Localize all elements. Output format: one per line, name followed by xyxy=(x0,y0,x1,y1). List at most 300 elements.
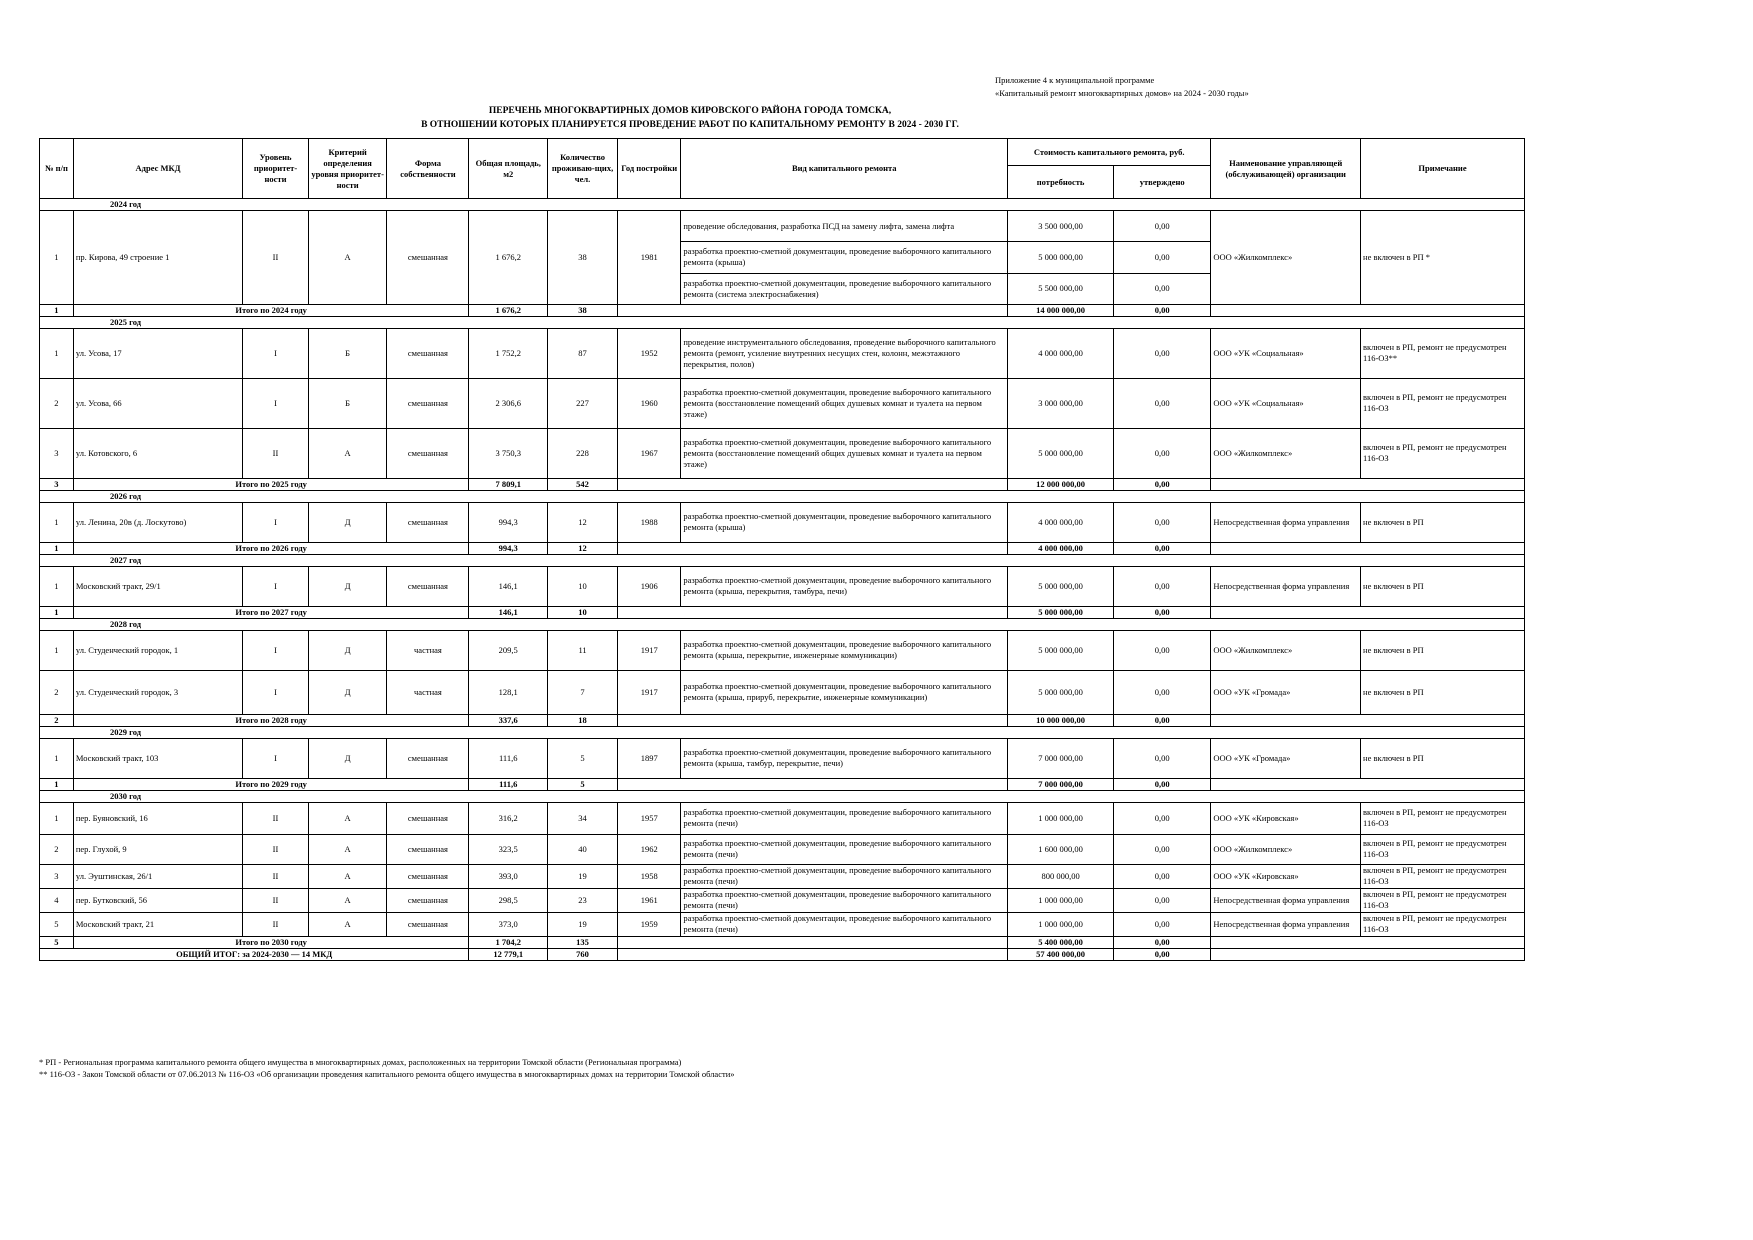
row-area: 146,1 xyxy=(469,566,548,606)
row-repair-type: разработка проектно-сметной документации, проведение выборочного капитального ремонта (крыша, перекрытие, инженерные коммуникации) xyxy=(681,630,1008,670)
year-label: 2030 год xyxy=(40,790,1525,802)
total-label: Итого по 2026 году xyxy=(73,542,469,554)
header-address: Адрес МКД xyxy=(73,139,242,199)
row-criterion: Д xyxy=(308,566,387,606)
total-empty xyxy=(618,304,1008,316)
header-org: Наименование управляющей (обслуживающей) организации xyxy=(1211,139,1361,199)
title-line-2: В ОТНОШЕНИИ КОТОРЫХ ПЛАНИРУЕТСЯ ПРОВЕДЕНИЕ РАБОТ ПО КАПИТАЛЬНОМУ РЕМОНТУ В 2024 - 2030 ГГ. xyxy=(421,120,959,130)
year-total-row xyxy=(40,714,1525,726)
row-ownership: смешанная xyxy=(387,428,469,478)
total-empty xyxy=(618,542,1008,554)
row-note: не включен в РП xyxy=(1361,670,1525,714)
year-total-row xyxy=(40,542,1525,554)
row-area: 1 676,2 xyxy=(469,211,548,305)
row-priority: I xyxy=(243,630,309,670)
row-area: 323,5 xyxy=(469,834,548,864)
row-need: 1 000 000,00 xyxy=(1008,802,1114,834)
row-approved: 0,00 xyxy=(1114,211,1211,242)
row-need: 1 600 000,00 xyxy=(1008,834,1114,864)
row-year-built: 1906 xyxy=(618,566,681,606)
row-repair-type: разработка проектно-сметной документации, проведение выборочного капитального ремонта (печи) xyxy=(681,888,1008,912)
header-approved: утверждено xyxy=(1114,166,1211,199)
grand-total-row xyxy=(40,948,1525,960)
row-criterion: А xyxy=(308,888,387,912)
row-approved: 0,00 xyxy=(1114,328,1211,378)
total-empty xyxy=(1211,778,1525,790)
row-repair-type: проведение инструментального обследования, проведение выборочного капитального ремонта (ремонт, усиление внутренних несущих стен, колонн, межэтажного перекрытия, полов) xyxy=(681,328,1008,378)
row-year-built: 1917 xyxy=(618,670,681,714)
row-repair-type: разработка проектно-сметной документации, проведение выборочного капитального ремонта (печи) xyxy=(681,912,1008,936)
year-total-row xyxy=(40,304,1525,316)
row-priority: I xyxy=(243,738,309,778)
row-number: 5 xyxy=(40,912,74,936)
row-note: не включен в РП xyxy=(1361,630,1525,670)
year-total-row xyxy=(40,936,1525,948)
total-empty xyxy=(618,478,1008,490)
row-repair-type: проведение обследования, разработка ПСД на замену лифта, замена лифта xyxy=(681,211,1008,242)
row-need: 800 000,00 xyxy=(1008,864,1114,888)
row-criterion: А xyxy=(308,864,387,888)
table-row xyxy=(40,502,1525,542)
header-residents: Количество проживаю-щих, чел. xyxy=(548,139,618,199)
row-number: 1 xyxy=(40,328,74,378)
header-repair-type: Вид капитального ремонта xyxy=(681,139,1008,199)
row-priority: I xyxy=(243,502,309,542)
row-org: ООО «Жилкомплекс» xyxy=(1211,211,1361,305)
footnote-1: * РП - Региональная программа капитального ремонта общего имущества в многоквартирных домах, расположенных на территории Томской области (Региональная программа) xyxy=(39,1057,682,1067)
year-row xyxy=(40,618,1525,630)
row-address: ул. Усова, 66 xyxy=(73,378,242,428)
row-priority: II xyxy=(243,211,309,305)
row-ownership: смешанная xyxy=(387,502,469,542)
row-repair-type: разработка проектно-сметной документации, проведение выборочного капитального ремонта (крыша) xyxy=(681,502,1008,542)
year-row xyxy=(40,790,1525,802)
row-area: 128,1 xyxy=(469,670,548,714)
row-address: пер. Буяновский, 16 xyxy=(73,802,242,834)
row-repair-type: разработка проектно-сметной документации, проведение выборочного капитального ремонта (печи) xyxy=(681,802,1008,834)
row-approved: 0,00 xyxy=(1114,834,1211,864)
row-area: 1 752,2 xyxy=(469,328,548,378)
appendix-line-2: «Капитальный ремонт многоквартирных домов» на 2024 - 2030 годы» xyxy=(995,88,1249,98)
document-title xyxy=(380,104,1000,132)
total-label: Итого по 2030 году xyxy=(73,936,469,948)
row-note: включен в РП, ремонт не предусмотрен 116-ОЗ** xyxy=(1361,328,1525,378)
table-row xyxy=(40,428,1525,478)
row-priority: I xyxy=(243,566,309,606)
row-need: 5 000 000,00 xyxy=(1008,670,1114,714)
total-area: 994,3 xyxy=(469,542,548,554)
total-residents: 135 xyxy=(548,936,618,948)
row-ownership: частная xyxy=(387,630,469,670)
grand-total-label: ОБЩИЙ ИТОГ: за 2024-2030 — 14 МКД xyxy=(40,948,469,960)
year-total-row xyxy=(40,478,1525,490)
row-priority: II xyxy=(243,888,309,912)
total-label: Итого по 2027 году xyxy=(73,606,469,618)
total-need: 5 400 000,00 xyxy=(1008,936,1114,948)
row-need: 7 000 000,00 xyxy=(1008,738,1114,778)
total-area: 337,6 xyxy=(469,714,548,726)
row-criterion: А xyxy=(308,834,387,864)
year-total-row xyxy=(40,606,1525,618)
row-org: ООО «УК «Кировская» xyxy=(1211,864,1361,888)
row-need: 5 500 000,00 xyxy=(1008,273,1114,304)
total-count: 1 xyxy=(40,606,74,618)
row-approved: 0,00 xyxy=(1114,502,1211,542)
row-approved: 0,00 xyxy=(1114,566,1211,606)
header-priority: Уровень приоритет-ности xyxy=(243,139,309,199)
row-criterion: Д xyxy=(308,502,387,542)
grand-total-area: 12 779,1 xyxy=(469,948,548,960)
row-approved: 0,00 xyxy=(1114,888,1211,912)
table-row xyxy=(40,328,1525,378)
row-org: ООО «УК «Кировская» xyxy=(1211,802,1361,834)
row-ownership: частная xyxy=(387,670,469,714)
row-org: ООО «Жилкомплекс» xyxy=(1211,834,1361,864)
row-residents: 11 xyxy=(548,630,618,670)
header-area: Общая площадь, м2 xyxy=(469,139,548,199)
row-residents: 227 xyxy=(548,378,618,428)
appendix-note xyxy=(995,74,1249,100)
row-number: 1 xyxy=(40,802,74,834)
row-ownership: смешанная xyxy=(387,888,469,912)
total-count: 1 xyxy=(40,542,74,554)
total-approved: 0,00 xyxy=(1114,778,1211,790)
year-row xyxy=(40,554,1525,566)
row-note: не включен в РП xyxy=(1361,566,1525,606)
year-row xyxy=(40,726,1525,738)
row-repair-type: разработка проектно-сметной документации, проведение выборочного капитального ремонта (восстановление помещений общих душевых комнат и туалета на первом этаже) xyxy=(681,378,1008,428)
row-org: ООО «УК «Громада» xyxy=(1211,738,1361,778)
row-need: 3 000 000,00 xyxy=(1008,378,1114,428)
row-area: 2 306,6 xyxy=(469,378,548,428)
row-number: 1 xyxy=(40,211,74,305)
row-need: 4 000 000,00 xyxy=(1008,502,1114,542)
row-year-built: 1917 xyxy=(618,630,681,670)
row-org: Непосредственная форма управления xyxy=(1211,912,1361,936)
row-repair-type: разработка проектно-сметной документации, проведение выборочного капитального ремонта (крыша, тамбур, перекрытие, печи) xyxy=(681,738,1008,778)
total-area: 111,6 xyxy=(469,778,548,790)
row-residents: 34 xyxy=(548,802,618,834)
table-row xyxy=(40,378,1525,428)
total-empty xyxy=(1211,714,1525,726)
total-empty xyxy=(618,778,1008,790)
row-year-built: 1957 xyxy=(618,802,681,834)
row-need: 5 000 000,00 xyxy=(1008,428,1114,478)
row-org: ООО «Жилкомплекс» xyxy=(1211,428,1361,478)
row-org: ООО «УК «Громада» xyxy=(1211,670,1361,714)
row-residents: 23 xyxy=(548,888,618,912)
total-empty xyxy=(1211,936,1525,948)
row-criterion: Б xyxy=(308,328,387,378)
table-row xyxy=(40,566,1525,606)
row-area: 994,3 xyxy=(469,502,548,542)
row-need: 4 000 000,00 xyxy=(1008,328,1114,378)
row-priority: II xyxy=(243,834,309,864)
row-need: 3 500 000,00 xyxy=(1008,211,1114,242)
row-address: пр. Кирова, 49 строение 1 xyxy=(73,211,242,305)
table-row xyxy=(40,834,1525,864)
row-repair-type: разработка проектно-сметной документации, проведение выборочного капитального ремонта (печи) xyxy=(681,864,1008,888)
total-need: 5 000 000,00 xyxy=(1008,606,1114,618)
row-year-built: 1958 xyxy=(618,864,681,888)
row-note: включен в РП, ремонт не предусмотрен 116-ОЗ xyxy=(1361,888,1525,912)
row-criterion: Д xyxy=(308,670,387,714)
row-repair-type: разработка проектно-сметной документации, проведение выборочного капитального ремонта (печи) xyxy=(681,834,1008,864)
row-need: 5 000 000,00 xyxy=(1008,566,1114,606)
header-need: потребность xyxy=(1008,166,1114,199)
row-repair-type: разработка проектно-сметной документации, проведение выборочного капитального ремонта (система электроснабжения) xyxy=(681,273,1008,304)
header-year-built: Год постройки xyxy=(618,139,681,199)
row-residents: 7 xyxy=(548,670,618,714)
row-address: пер. Бутковский, 56 xyxy=(73,888,242,912)
row-address: ул. Котовского, 6 xyxy=(73,428,242,478)
header-cost: Стоимость капитального ремонта, руб. xyxy=(1008,139,1211,166)
total-area: 146,1 xyxy=(469,606,548,618)
row-approved: 0,00 xyxy=(1114,864,1211,888)
total-label: Итого по 2029 году xyxy=(73,778,469,790)
row-residents: 38 xyxy=(548,211,618,305)
total-empty xyxy=(618,936,1008,948)
row-org: Непосредственная форма управления xyxy=(1211,888,1361,912)
row-org: Непосредственная форма управления xyxy=(1211,502,1361,542)
total-empty xyxy=(1211,304,1525,316)
table-row xyxy=(40,888,1525,912)
year-label: 2029 год xyxy=(40,726,1525,738)
row-number: 3 xyxy=(40,428,74,478)
header-ownership: Форма собственности xyxy=(387,139,469,199)
row-repair-type: разработка проектно-сметной документации, проведение выборочного капитального ремонта (крыша, перекрытия, тамбура, печи) xyxy=(681,566,1008,606)
row-number: 1 xyxy=(40,738,74,778)
header-note: Примечание xyxy=(1361,139,1525,199)
grand-total-empty xyxy=(618,948,1008,960)
year-label: 2027 год xyxy=(40,554,1525,566)
row-note: включен в РП, ремонт не предусмотрен 116-ОЗ xyxy=(1361,802,1525,834)
row-priority: II xyxy=(243,864,309,888)
row-approved: 0,00 xyxy=(1114,273,1211,304)
total-empty xyxy=(1211,478,1525,490)
total-need: 4 000 000,00 xyxy=(1008,542,1114,554)
row-need: 5 000 000,00 xyxy=(1008,242,1114,273)
total-need: 12 000 000,00 xyxy=(1008,478,1114,490)
total-residents: 10 xyxy=(548,606,618,618)
row-note: включен в РП, ремонт не предусмотрен 116-ОЗ xyxy=(1361,864,1525,888)
total-count: 1 xyxy=(40,778,74,790)
row-number: 1 xyxy=(40,630,74,670)
grand-total-empty xyxy=(1211,948,1525,960)
row-address: пер. Глухой, 9 xyxy=(73,834,242,864)
row-year-built: 1981 xyxy=(618,211,681,305)
row-approved: 0,00 xyxy=(1114,242,1211,273)
total-residents: 12 xyxy=(548,542,618,554)
year-row xyxy=(40,199,1525,211)
row-year-built: 1988 xyxy=(618,502,681,542)
row-area: 3 750,3 xyxy=(469,428,548,478)
year-row xyxy=(40,490,1525,502)
total-approved: 0,00 xyxy=(1114,714,1211,726)
row-ownership: смешанная xyxy=(387,834,469,864)
row-year-built: 1961 xyxy=(618,888,681,912)
row-address: ул. Усова, 17 xyxy=(73,328,242,378)
row-priority: II xyxy=(243,912,309,936)
row-org: Непосредственная форма управления xyxy=(1211,566,1361,606)
row-approved: 0,00 xyxy=(1114,630,1211,670)
year-total-row xyxy=(40,778,1525,790)
row-number: 1 xyxy=(40,566,74,606)
total-empty xyxy=(618,714,1008,726)
table-row xyxy=(40,912,1525,936)
row-number: 1 xyxy=(40,502,74,542)
row-repair-type: разработка проектно-сметной документации, проведение выборочного капитального ремонта (крыша, прируб, перекрытие, инженерные коммуникации) xyxy=(681,670,1008,714)
row-address: Московский тракт, 103 xyxy=(73,738,242,778)
table-row xyxy=(40,864,1525,888)
total-need: 14 000 000,00 xyxy=(1008,304,1114,316)
total-count: 2 xyxy=(40,714,74,726)
title-line-1: ПЕРЕЧЕНЬ МНОГОКВАРТИРНЫХ ДОМОВ КИРОВСКОГО РАЙОНА ГОРОДА ТОМСКА, xyxy=(488,106,892,116)
year-label: 2025 год xyxy=(40,316,1525,328)
total-residents: 18 xyxy=(548,714,618,726)
table-body xyxy=(40,199,1525,961)
row-priority: II xyxy=(243,802,309,834)
row-note: включен в РП, ремонт не предусмотрен 116-ОЗ xyxy=(1361,912,1525,936)
row-residents: 5 xyxy=(548,738,618,778)
row-number: 2 xyxy=(40,834,74,864)
grand-total-approved: 0,00 xyxy=(1114,948,1211,960)
row-approved: 0,00 xyxy=(1114,428,1211,478)
row-residents: 19 xyxy=(548,864,618,888)
row-number: 2 xyxy=(40,670,74,714)
row-ownership: смешанная xyxy=(387,912,469,936)
footnote-2: ** 116-ОЗ - Закон Томской области от 07.06.2013 № 116-ОЗ «Об организации проведения капитального ремонта общего имущества в многоквартирных домах на территории Томской области» xyxy=(39,1069,735,1079)
row-note: не включен в РП xyxy=(1361,502,1525,542)
row-area: 373,0 xyxy=(469,912,548,936)
year-label: 2026 год xyxy=(40,490,1525,502)
total-residents: 5 xyxy=(548,778,618,790)
total-area: 1 704,2 xyxy=(469,936,548,948)
footnotes xyxy=(39,1056,735,1080)
row-approved: 0,00 xyxy=(1114,802,1211,834)
row-approved: 0,00 xyxy=(1114,670,1211,714)
row-ownership: смешанная xyxy=(387,211,469,305)
row-year-built: 1960 xyxy=(618,378,681,428)
total-label: Итого по 2024 году xyxy=(73,304,469,316)
total-residents: 542 xyxy=(548,478,618,490)
row-criterion: А xyxy=(308,211,387,305)
total-label: Итого по 2028 году xyxy=(73,714,469,726)
row-org: ООО «УК «Социальная» xyxy=(1211,328,1361,378)
total-approved: 0,00 xyxy=(1114,936,1211,948)
row-repair-type: разработка проектно-сметной документации, проведение выборочного капитального ремонта (восстановление помещений общих душевых комнат и туалета на первом этаже) xyxy=(681,428,1008,478)
total-approved: 0,00 xyxy=(1114,478,1211,490)
row-note: не включен в РП * xyxy=(1361,211,1525,305)
row-area: 298,5 xyxy=(469,888,548,912)
header-criterion: Критерий определения уровня приоритет-ности xyxy=(308,139,387,199)
row-priority: I xyxy=(243,670,309,714)
row-year-built: 1967 xyxy=(618,428,681,478)
total-count: 3 xyxy=(40,478,74,490)
row-address: ул. Студенческий городок, 1 xyxy=(73,630,242,670)
row-priority: I xyxy=(243,328,309,378)
total-approved: 0,00 xyxy=(1114,304,1211,316)
row-note: включен в РП, ремонт не предусмотрен 116-ОЗ xyxy=(1361,834,1525,864)
row-ownership: смешанная xyxy=(387,802,469,834)
row-note: не включен в РП xyxy=(1361,738,1525,778)
row-ownership: смешанная xyxy=(387,378,469,428)
total-approved: 0,00 xyxy=(1114,606,1211,618)
year-label: 2024 год xyxy=(40,199,1525,211)
houses-table xyxy=(39,138,1525,961)
row-area: 111,6 xyxy=(469,738,548,778)
table-row xyxy=(40,802,1525,834)
row-org: ООО «УК «Социальная» xyxy=(1211,378,1361,428)
grand-total-need: 57 400 000,00 xyxy=(1008,948,1114,960)
row-number: 2 xyxy=(40,378,74,428)
row-priority: II xyxy=(243,428,309,478)
row-criterion: Д xyxy=(308,738,387,778)
row-residents: 19 xyxy=(548,912,618,936)
row-criterion: Д xyxy=(308,630,387,670)
row-ownership: смешанная xyxy=(387,738,469,778)
row-year-built: 1897 xyxy=(618,738,681,778)
row-number: 4 xyxy=(40,888,74,912)
year-row xyxy=(40,316,1525,328)
row-address: Московский тракт, 21 xyxy=(73,912,242,936)
row-criterion: А xyxy=(308,428,387,478)
table-row xyxy=(40,670,1525,714)
header-num: № п/п xyxy=(40,139,74,199)
total-need: 7 000 000,00 xyxy=(1008,778,1114,790)
row-approved: 0,00 xyxy=(1114,738,1211,778)
row-residents: 10 xyxy=(548,566,618,606)
row-criterion: А xyxy=(308,802,387,834)
total-empty xyxy=(1211,542,1525,554)
row-residents: 40 xyxy=(548,834,618,864)
total-empty xyxy=(618,606,1008,618)
total-count: 1 xyxy=(40,304,74,316)
table-row xyxy=(40,630,1525,670)
row-residents: 228 xyxy=(548,428,618,478)
row-year-built: 1952 xyxy=(618,328,681,378)
grand-total-residents: 760 xyxy=(548,948,618,960)
row-ownership: смешанная xyxy=(387,864,469,888)
row-address: ул. Ленина, 20в (д. Лоскутово) xyxy=(73,502,242,542)
table-row xyxy=(40,211,1525,242)
row-address: ул. Студенческий городок, 3 xyxy=(73,670,242,714)
row-repair-type: разработка проектно-сметной документации, проведение выборочного капитального ремонта (крыша) xyxy=(681,242,1008,273)
row-approved: 0,00 xyxy=(1114,378,1211,428)
row-address: ул. Эуштинская, 26/1 xyxy=(73,864,242,888)
row-ownership: смешанная xyxy=(387,566,469,606)
row-residents: 12 xyxy=(548,502,618,542)
row-priority: I xyxy=(243,378,309,428)
row-need: 1 000 000,00 xyxy=(1008,888,1114,912)
total-count: 5 xyxy=(40,936,74,948)
row-year-built: 1959 xyxy=(618,912,681,936)
year-label: 2028 год xyxy=(40,618,1525,630)
row-criterion: Б xyxy=(308,378,387,428)
row-area: 393,0 xyxy=(469,864,548,888)
row-note: включен в РП, ремонт не предусмотрен 116-ОЗ xyxy=(1361,378,1525,428)
row-need: 5 000 000,00 xyxy=(1008,630,1114,670)
row-approved: 0,00 xyxy=(1114,912,1211,936)
row-area: 316,2 xyxy=(469,802,548,834)
row-ownership: смешанная xyxy=(387,328,469,378)
row-need: 1 000 000,00 xyxy=(1008,912,1114,936)
row-note: включен в РП, ремонт не предусмотрен 116-ОЗ xyxy=(1361,428,1525,478)
total-empty xyxy=(1211,606,1525,618)
row-year-built: 1962 xyxy=(618,834,681,864)
row-criterion: А xyxy=(308,912,387,936)
total-approved: 0,00 xyxy=(1114,542,1211,554)
